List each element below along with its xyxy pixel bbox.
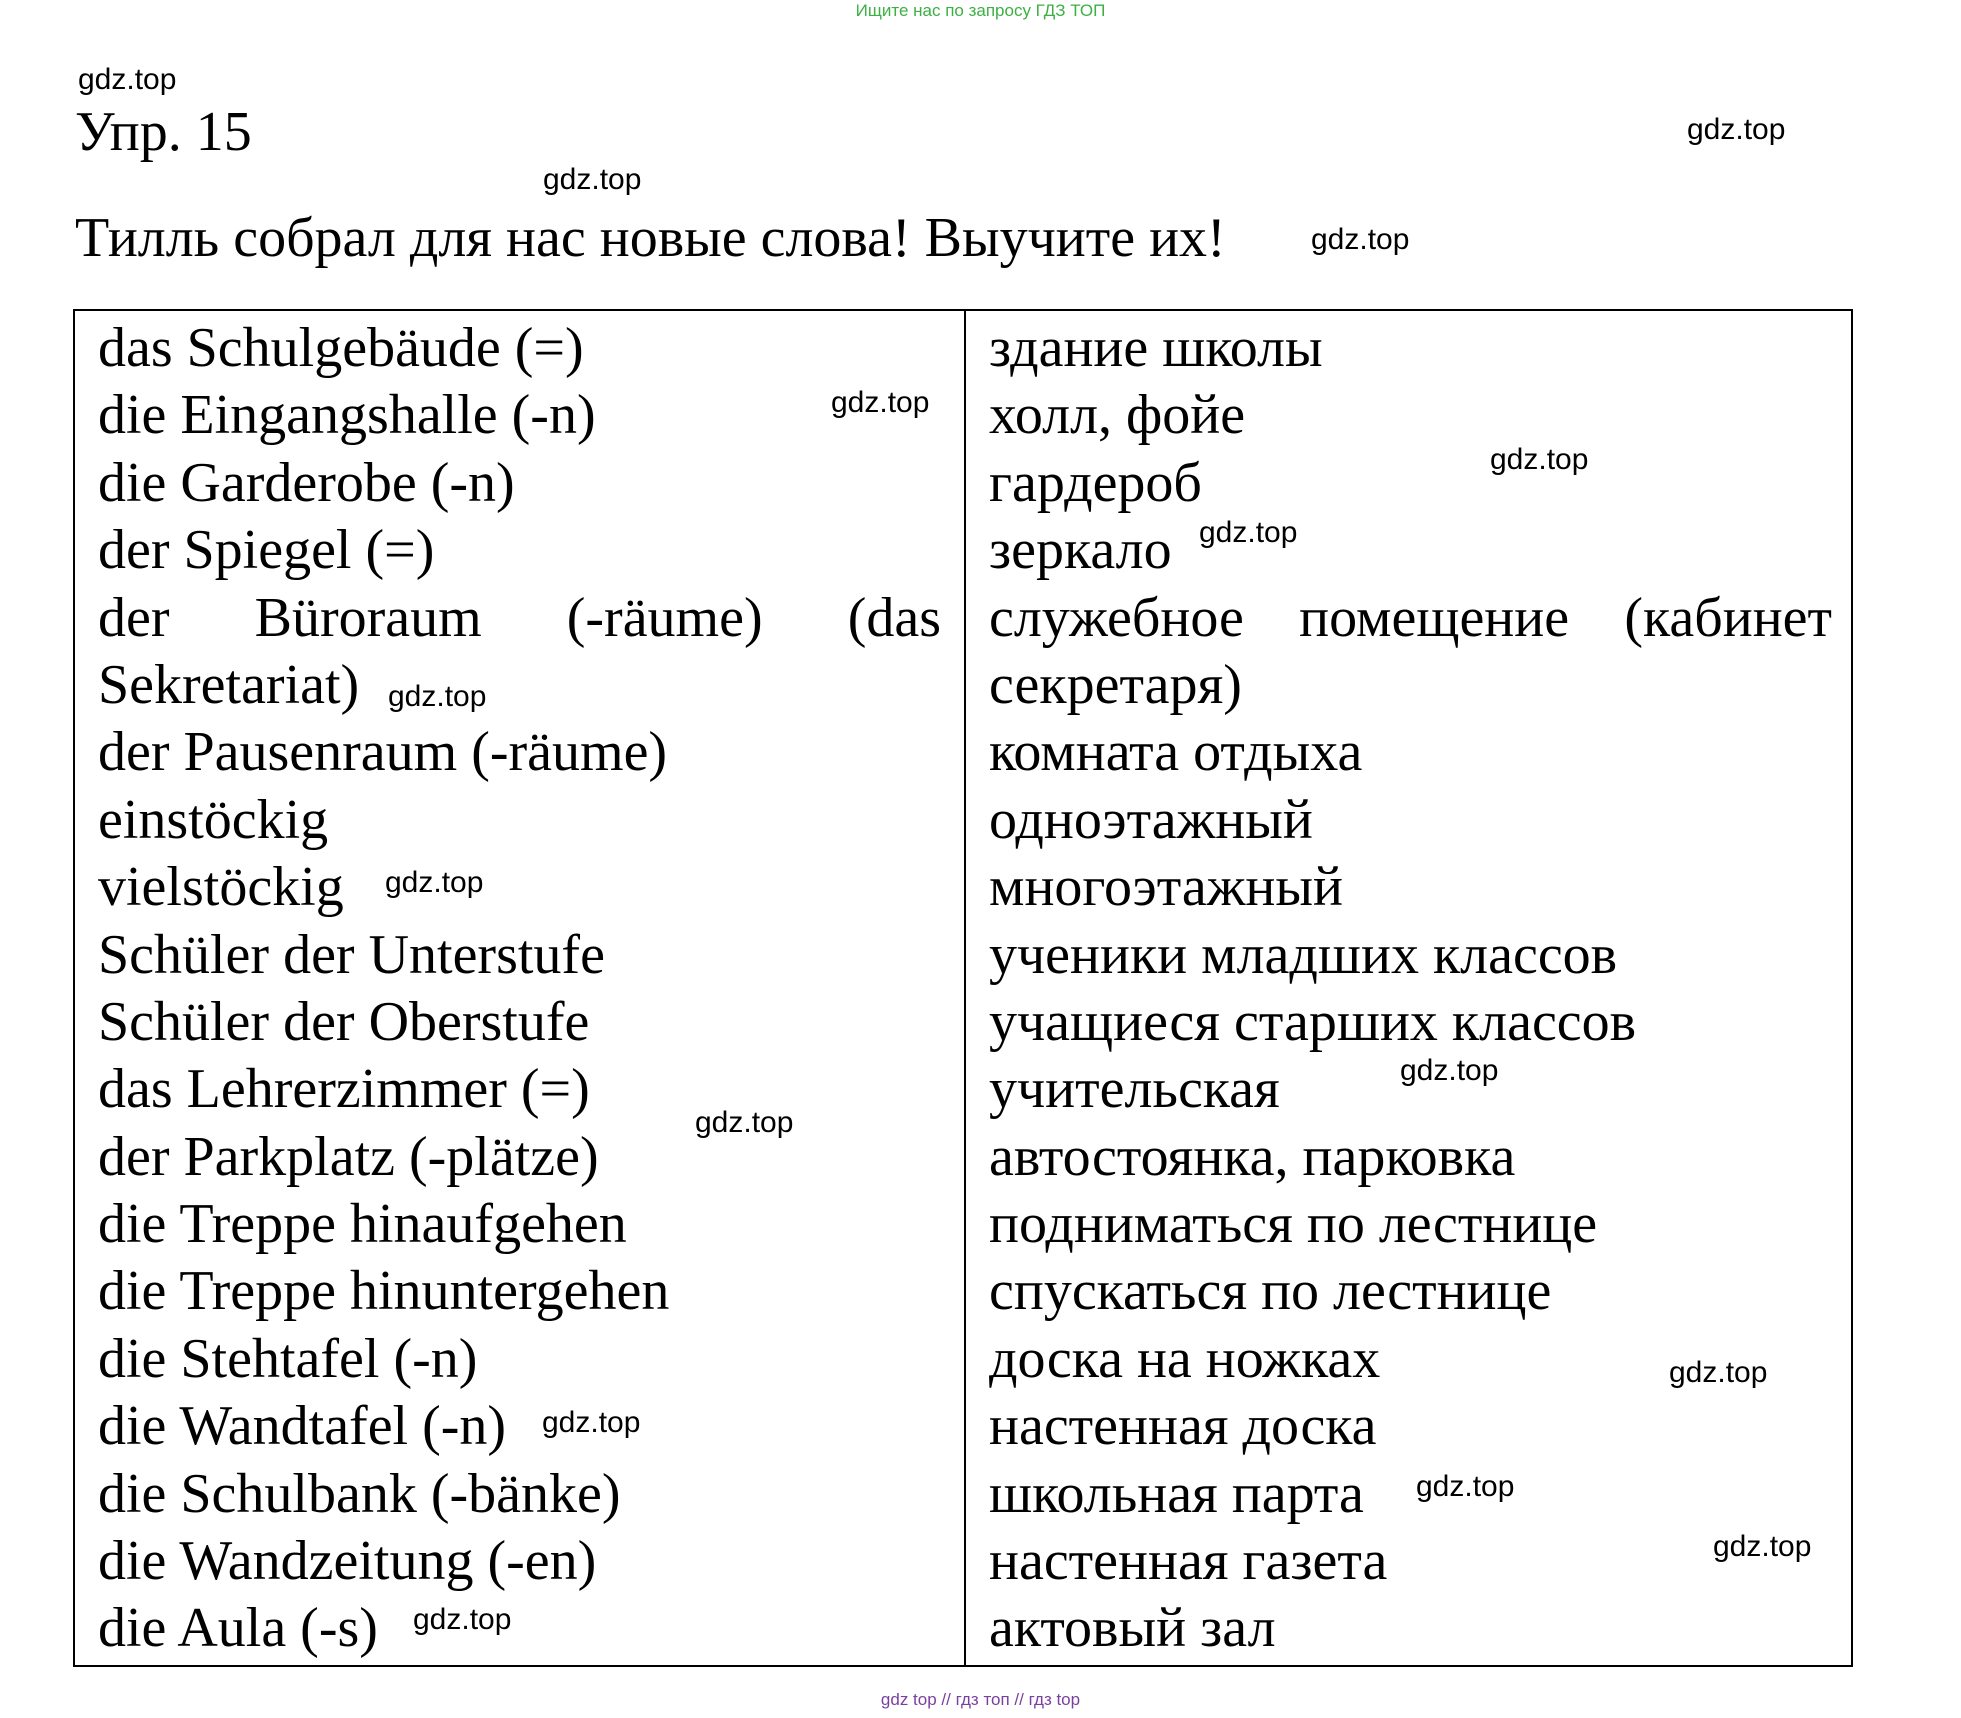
watermark: gdz.top <box>385 866 484 899</box>
russian-translation: многоэтажный <box>989 856 1343 919</box>
watermark: gdz.top <box>1713 1530 1812 1563</box>
russian-translation: зеркало <box>989 519 1172 582</box>
german-word: Schüler der Unterstufe <box>98 923 605 986</box>
german-word: die Stehtafel (-n) <box>98 1327 478 1390</box>
watermark: gdz.top <box>78 63 177 96</box>
german-word: die Wandtafel (-n) <box>98 1395 507 1458</box>
watermark: gdz.top <box>1199 516 1298 549</box>
german-word: Schüler der Oberstufe <box>98 990 590 1053</box>
russian-translation: здание школы <box>989 317 1323 379</box>
watermark: gdz.top <box>413 1603 512 1636</box>
watermark: gdz.top <box>542 1406 641 1439</box>
german-word: der Spiegel (=) <box>98 519 435 582</box>
german-word: einstöckig <box>98 788 329 851</box>
bottom-banner: gdz top // гдз топ // гдз top <box>880 1690 1081 1709</box>
german-word: das Lehrerzimmer (=) <box>98 1058 590 1121</box>
watermark: gdz.top <box>1669 1356 1768 1389</box>
russian-translation: настенная газета <box>989 1530 1388 1593</box>
german-word: die Schulbank (-bänke) <box>98 1462 621 1525</box>
german-word: die Wandzeitung (-en) <box>98 1530 597 1593</box>
german-word: die Treppe hinuntergehen <box>98 1260 670 1323</box>
german-word: der Parkplatz (-plätze) <box>98 1125 599 1188</box>
watermark: gdz.top <box>1416 1470 1515 1503</box>
russian-translation: служебное помещение (кабинет секретаря) <box>989 586 1832 716</box>
watermark: gdz.top <box>695 1106 794 1139</box>
russian-translation: учащиеся старших классов <box>989 990 1637 1053</box>
watermark: gdz.top <box>1490 443 1589 476</box>
watermark: gdz.top <box>1400 1054 1499 1087</box>
russian-translation: ученики младших классов <box>989 923 1618 986</box>
russian-translation: школьная парта <box>989 1462 1364 1525</box>
russian-translation: гардероб <box>989 451 1202 514</box>
watermark: gdz.top <box>831 386 930 419</box>
german-word: die Garderobe (-n) <box>98 451 515 514</box>
exercise-title: Упр. 15 <box>75 101 252 163</box>
russian-translation: доска на ножках <box>989 1327 1381 1390</box>
watermark: gdz.top <box>1687 113 1786 146</box>
russian-translation: спускаться по лестнице <box>989 1260 1552 1323</box>
watermark: gdz.top <box>388 680 487 713</box>
russian-translation: учительская <box>989 1058 1280 1121</box>
vocabulary-table <box>73 309 1853 1667</box>
german-word: vielstöckig <box>98 856 344 919</box>
german-word: die Treppe hinaufgehen <box>98 1193 627 1256</box>
russian-translation: холл, фойе <box>989 384 1246 447</box>
watermark: gdz.top <box>543 163 642 196</box>
column-divider <box>964 311 966 1665</box>
german-column <box>98 315 941 1663</box>
russian-column <box>989 315 1832 1663</box>
russian-translation: комната отдыха <box>989 721 1363 784</box>
russian-translation: настенная доска <box>989 1395 1377 1458</box>
watermark: gdz.top <box>1311 223 1410 256</box>
russian-translation: одноэтажный <box>989 788 1313 851</box>
exercise-instruction: Тилль собрал для нас новые слова! Выучите их! <box>75 207 1226 269</box>
german-word: die Aula (-s) <box>98 1597 378 1660</box>
german-word: das Schulgebäude (=) <box>98 317 584 379</box>
german-word: die Eingangshalle (-n) <box>98 384 596 447</box>
top-banner: Ищите нас по запросу ГДЗ ТОП <box>855 1 1106 20</box>
russian-translation: актовый зал <box>989 1597 1276 1660</box>
russian-translation: подниматься по лестнице <box>989 1193 1598 1256</box>
german-word: der Büroraum (-räume) (das Sekretariat) <box>98 586 941 716</box>
russian-translation: автостоянка, парковка <box>989 1125 1516 1188</box>
german-word: der Pausenraum (-räume) <box>98 721 668 784</box>
